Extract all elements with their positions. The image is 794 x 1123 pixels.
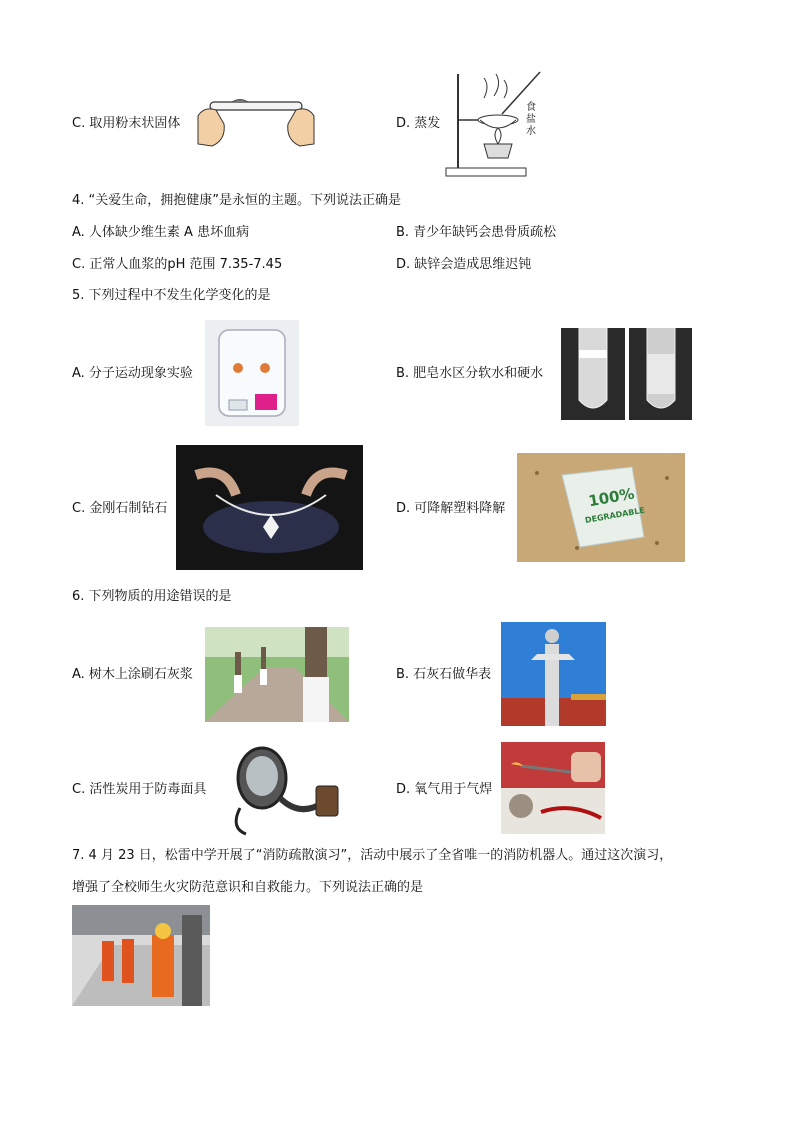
fire-drill-photo [72, 905, 210, 1006]
saltwater-label: 食 盐 水 [526, 102, 536, 137]
whitewashed-trees-image [205, 627, 349, 722]
q5-option-d: D. 可降解塑料降解 [396, 501, 506, 516]
q5-stem: 5. 下列过程中不发生化学变化的是 [72, 288, 271, 303]
q3-option-d: D. 蒸发 [396, 116, 441, 131]
q7-stem-line2: 增强了全校师生火灾防范意识和自救能力。下列说法正确的是 [72, 880, 424, 895]
q6-option-c: C. 活性炭用于防毒面具 [72, 782, 207, 797]
q4-stem: 4. “关爱生命，拥抱健康”是永恒的主题。下列说法正确是 [72, 193, 402, 208]
q6-option-d: D. 氧气用于气焊 [396, 782, 493, 797]
oxy-gas-welding-image [501, 742, 605, 834]
q3-option-c: C. 取用粉末状固体 [72, 116, 181, 131]
diamond-necklace-image [176, 445, 363, 570]
molecular-motion-beaker-image [205, 320, 299, 426]
q7-stem-line1: 7. 4 月 23 日，松雷中学开展了“消防疏散演习”，活动中展示了全省唯一的消防机器人。通过这次演习， [72, 848, 673, 863]
q5-option-c: C. 金刚石制钻石 [72, 501, 168, 516]
bag-text-degradable: DEGRADABLE [584, 505, 646, 526]
q5-option-a: A. 分子运动现象实验 [72, 366, 193, 381]
huabiao-pillar-image [501, 622, 606, 726]
powder-tube-image [192, 92, 320, 150]
q6-option-b: B. 石灰石做华表 [396, 667, 492, 682]
q4-option-b: B. 青少年缺钙会患骨质疏松 [396, 225, 557, 240]
gas-mask-image [220, 738, 348, 836]
q4-option-a: A. 人体缺少维生素 A 患坏血病 [72, 225, 250, 240]
q4-option-d: D. 缺锌会造成思维迟钝 [396, 257, 532, 272]
hard-water-test-tube-image [629, 328, 692, 420]
q6-option-a: A. 树木上涂刷石灰浆 [72, 667, 193, 682]
q4-option-c: C. 正常人血浆的pH 范围 7.35-7.45 [72, 257, 283, 272]
q5-option-b: B. 肥皂水区分软水和硬水 [396, 366, 544, 381]
degradable-plastic-image [517, 453, 685, 562]
q6-stem: 6. 下列物质的用途错误的是 [72, 589, 232, 604]
soft-water-test-tube-image [561, 328, 625, 420]
bag-text-percent: 100% [587, 484, 636, 511]
